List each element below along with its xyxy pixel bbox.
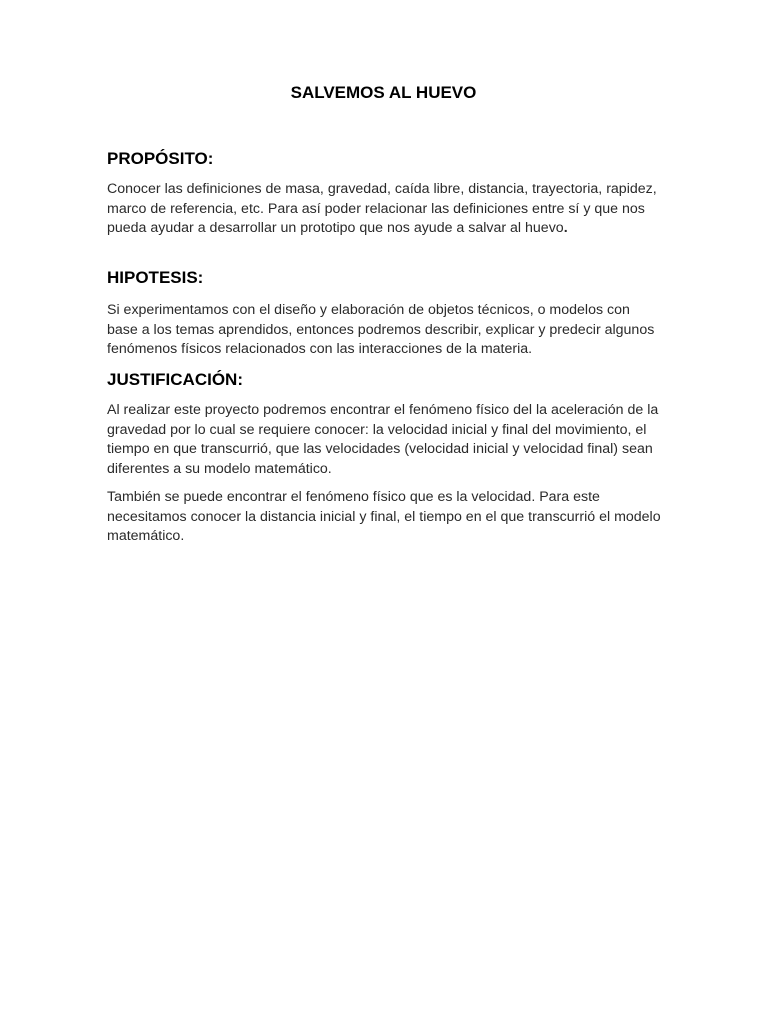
heading-justificacion: JUSTIFICACIÓN: [107,370,243,389]
paragraph-proposito [107,180,663,239]
document-title: SALVEMOS AL HUEVO [290,83,477,102]
paragraph-proposito-text: Conocer las definiciones de masa, gravedad, caída libre, distancia, trayectoria, rapidez, marco de referencia, etc. Para así poder relacionar las definiciones entre sí y que nos pueda ayudar a desarrollar un prototipo que nos ayude a salvar al huevo [107,181,657,236]
paragraph-justificacion-2: También se puede encontrar el fenómeno físico que es la velocidad. Para este necesitamos conocer la distancia inicial y final, el tiempo en el que transcurrió el modelo matemático. [107,489,661,544]
heading-hipotesis: HIPOTESIS: [107,268,204,287]
paragraph-hipotesis: Si experimentamos con el diseño y elaboración de objetos técnicos, o modelos con base a los temas aprendidos, entonces podremos describir, explicar y predecir algunos fenómenos físicos relacionados con las interacciones de la materia. [107,302,655,357]
heading-proposito: PROPÓSITO: [107,149,214,168]
paragraph-proposito-period: . [563,220,568,236]
paragraph-justificacion-1: Al realizar este proyecto podremos encontrar el fenómeno físico del la aceleración de la gravedad por lo cual se requiere conocer: la velocidad inicial y final del movimiento, el tiempo en que transcurrió, que las velocidades (velocidad inicial y velocidad final) sean diferentes a su modelo matemático. [107,402,659,477]
